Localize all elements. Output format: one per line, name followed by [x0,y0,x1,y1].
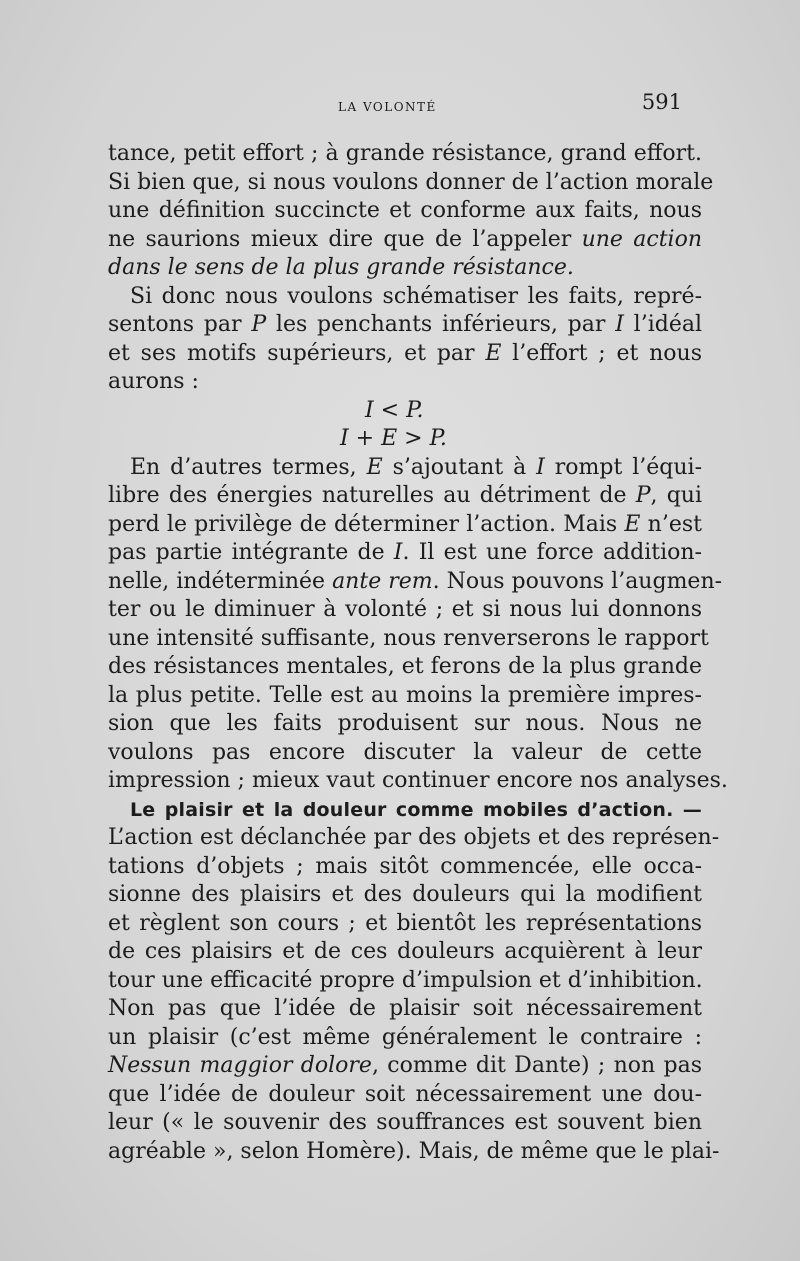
text-line: Si donc nous voulons schématiser les faits, repré- [130,283,702,309]
text-line: et règlent son cours ; et bientôt les représentations [108,910,702,936]
italic-phrase: Nessun maggior dolore [108,1053,372,1078]
text-line: libre des énergies naturelles au détriment de P, qui [108,483,702,508]
formula: I < P. [365,397,424,423]
formula: I + E > P. [340,426,447,451]
text-line: des résistances mentales, et ferons de la plus grande [108,654,702,679]
italic-phrase: dans le sens de la plus grande résistance. [108,255,574,280]
text-line: Non pas que l’idée de plaisir soit nécessairement [108,996,702,1021]
page-number: 591 [641,90,682,114]
text-line: la plus petite. Telle est au moins la première impres- [108,682,702,708]
text-line: impression ; mieux vaut continuer encore nos analyses. [108,768,728,793]
text-line: une intensité suffisante, nous renverserons le rapport [108,625,709,651]
text-line: une définition succincte et conforme aux faits, nous [108,198,702,223]
text-line: un plaisir (c’est même généralement le contraire : [108,1024,702,1050]
text-line: L’action est déclanchée par des objets et des représen- [108,825,720,850]
running-title: LA VOLONTÉ [338,100,437,114]
text-line: leur (« le souvenir des souffrances est souvent bien [108,1110,702,1135]
text-line: tance, petit effort ; à grande résistance, grand effort. [108,141,702,166]
text-line: tations d’objets ; mais sitôt commencée, elle occa- [108,853,702,879]
section-heading: Le plaisir et la douleur comme mobiles d’action. — [130,798,702,821]
text-line: Si bien que, si nous voulons donner de l’action morale [108,169,714,195]
text-line: nelle, indéterminée ante rem. Nous pouvons l’augmen- [108,568,723,594]
text-line: de ces plaisirs et de ces douleurs acquièrent à leur [108,939,702,964]
text-line: sentons par P les penchants inférieurs, par I l’idéal [108,312,702,337]
text-line: aurons : [108,369,199,394]
text-line: tour une efficacité propre d’impulsion et d’inhibition. [108,967,703,993]
text-line: perd le privilège de déterminer l’action. Mais E n’est [108,511,702,537]
page-body [108,140,728,1166]
text-line: ter ou le diminuer à volonté ; et si nous lui donnons [108,597,702,622]
text-line [108,254,702,283]
page-header [108,86,682,122]
text-line: et ses motifs supérieurs, et par E l’effort ; et nous [108,340,702,366]
text-line: que l’idée de douleur soit nécessairement une dou- [108,1081,702,1107]
text-line: ne saurions mieux dire que de l’appeler une action [108,226,702,252]
text-line: agréable », selon Homère). Mais, de même que le plai- [108,1138,720,1164]
text-line: voulons pas encore discuter la valeur de cette [108,739,702,765]
italic-phrase: une action [581,226,702,252]
text-line: sion que les faits produisent sur nous. Nous ne [108,711,702,736]
text-line: sionne des plaisirs et des douleurs qui la modifient [108,882,702,907]
text-line: pas partie intégrante de I. Il est une force addition- [108,540,702,565]
text-line: En d’autres termes, E s’ajoutant à I rompt l’équi- [130,454,703,480]
text-line: Nessun maggior dolore, comme dit Dante) ; non pas [108,1053,703,1078]
